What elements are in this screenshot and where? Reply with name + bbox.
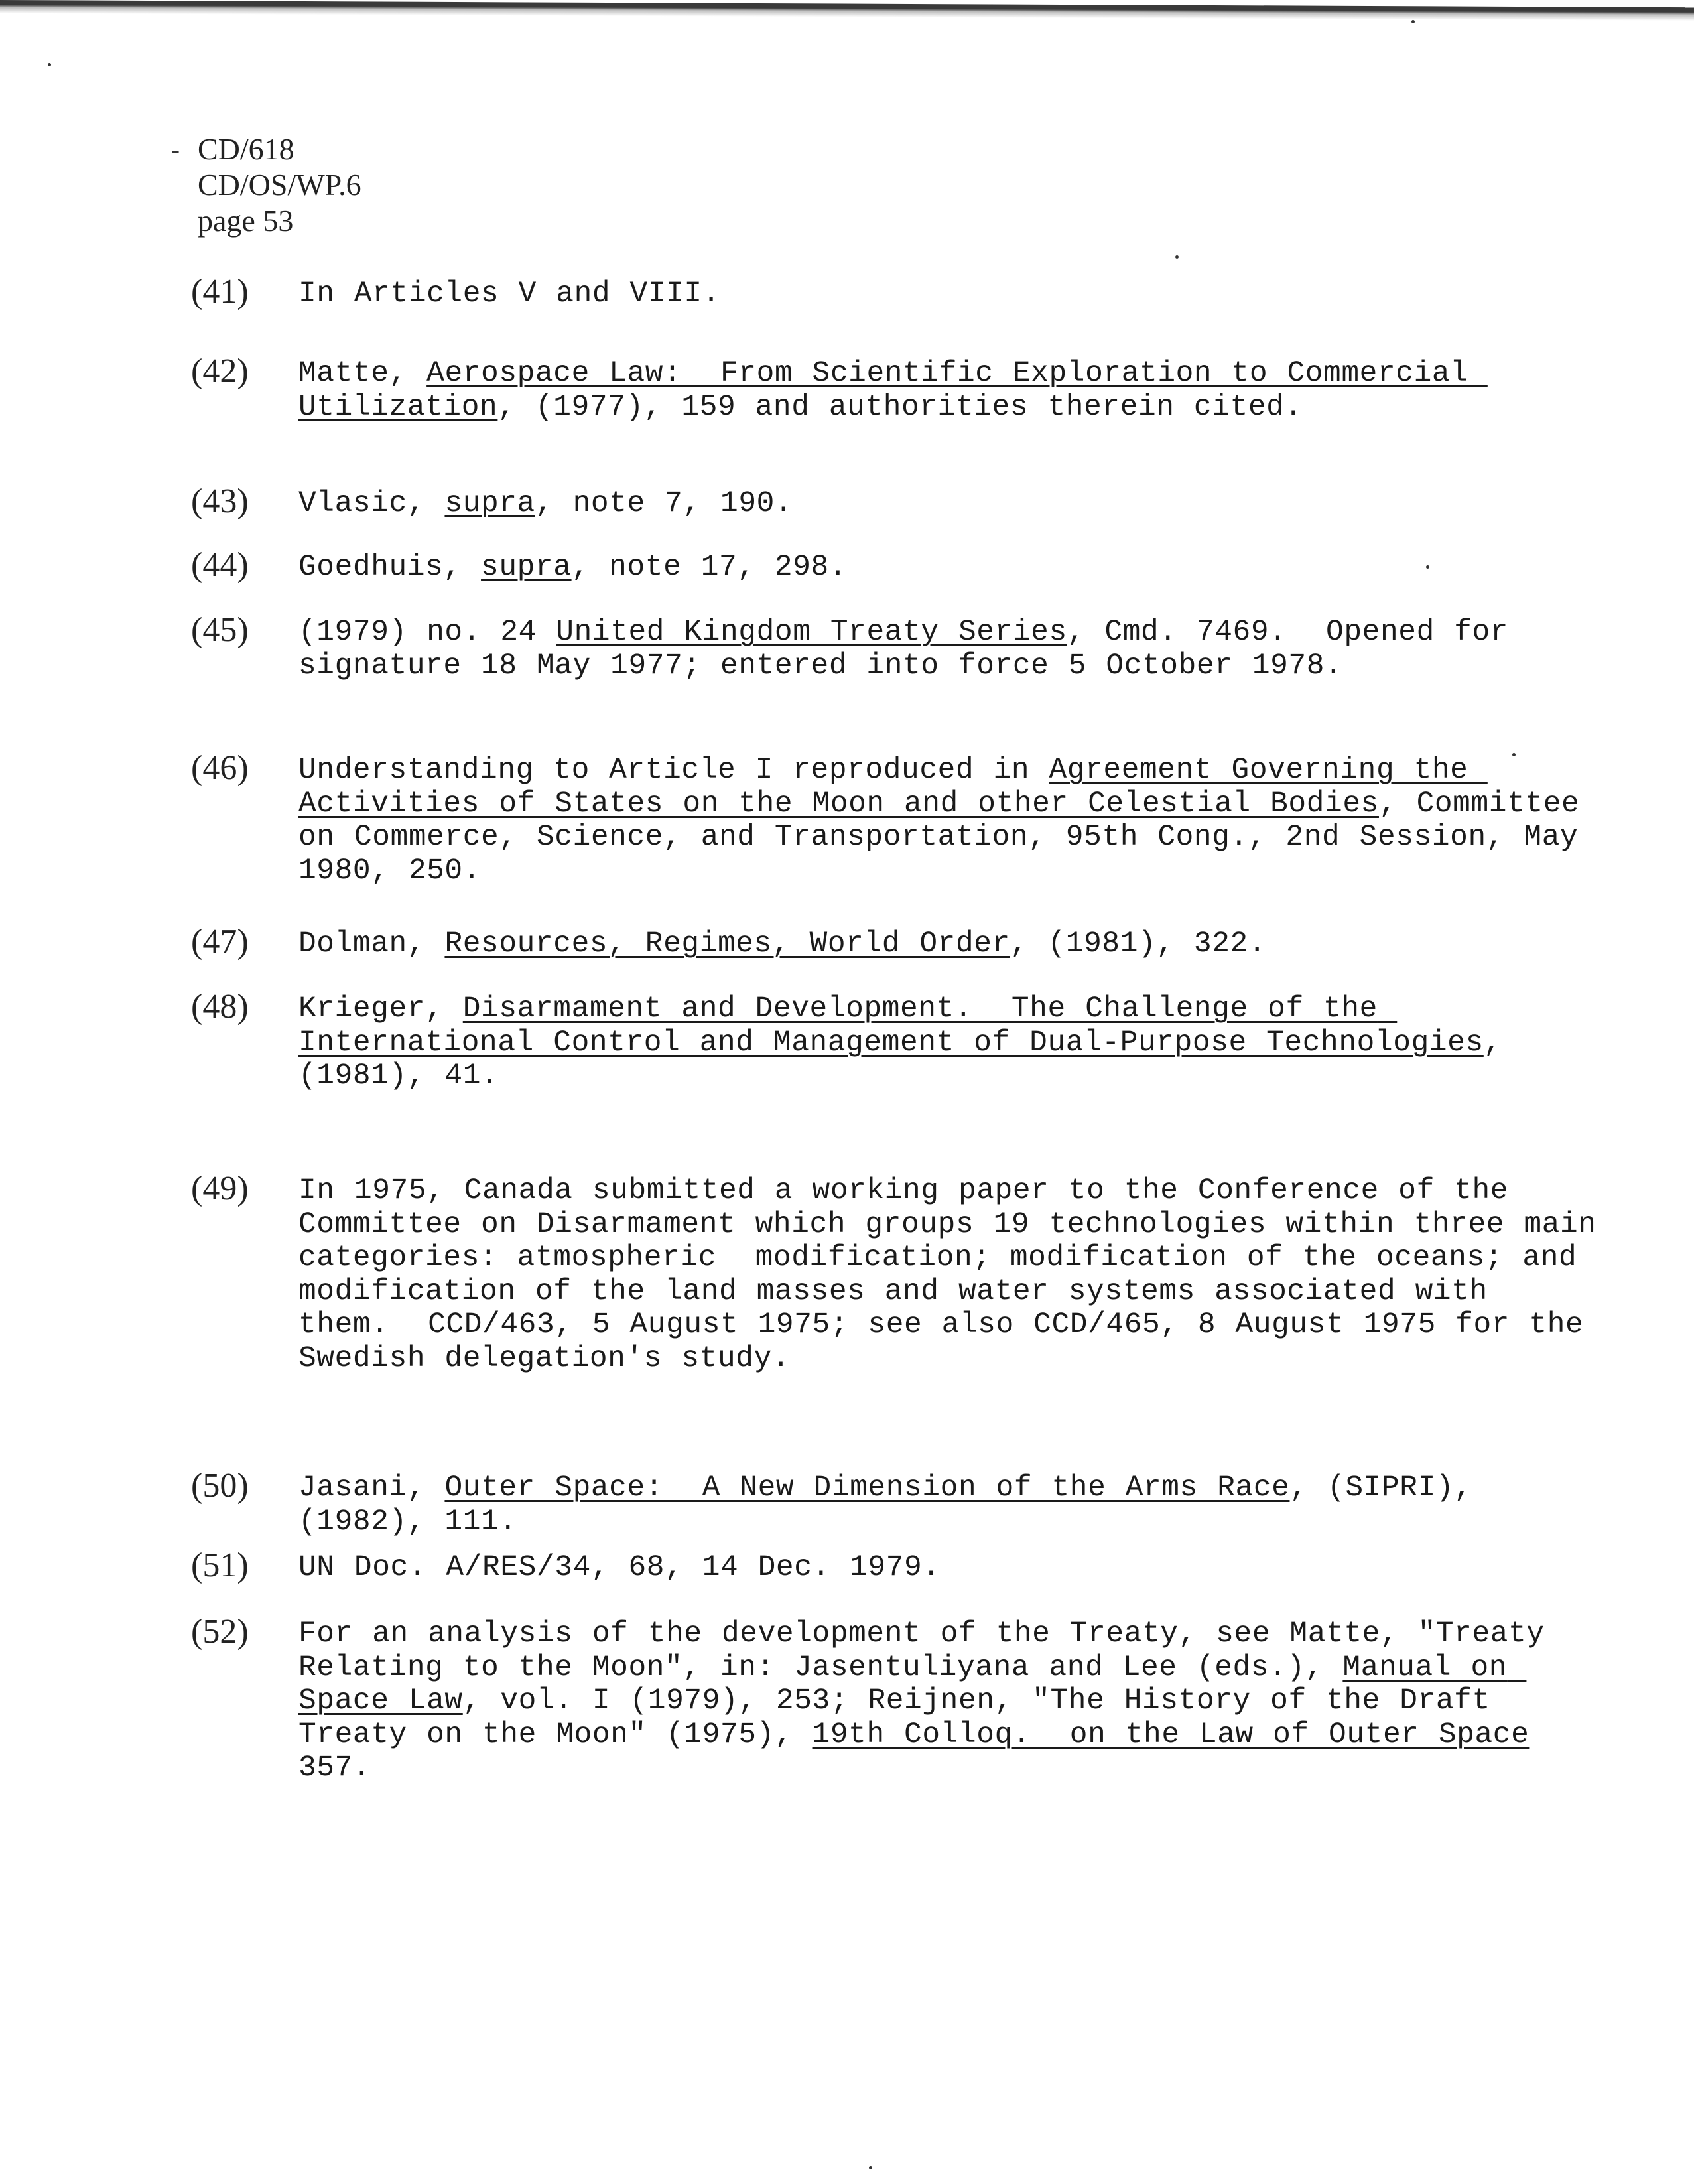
endnote — [191, 1546, 1597, 1585]
cited-title: 19th Colloq. on the Law of Outer Space — [812, 1718, 1530, 1751]
citation-text: , (1981), 41. — [298, 1026, 1522, 1093]
endnote-number: (49) — [191, 1170, 249, 1207]
endnote-text — [298, 1617, 1597, 1785]
citation-text: , note 17, 298. — [571, 551, 848, 584]
endnote — [191, 923, 1597, 961]
scan-speck — [869, 2166, 872, 2169]
endnote-text — [298, 487, 1597, 521]
endnote — [191, 546, 1597, 584]
cited-title: Aerospace Law: From Scientific Exploration to Commercial Utilization — [298, 357, 1488, 424]
endnote — [191, 1170, 1616, 1375]
document-header — [198, 131, 361, 239]
citation-text: , (1977), 159 and authorities therein cited. — [497, 390, 1303, 424]
citation-text: Goedhuis, — [298, 551, 482, 584]
working-paper-symbol: CD/OS/WP.6 — [198, 168, 361, 202]
citation-text: 357. — [298, 1718, 1549, 1785]
scan-speck — [1411, 20, 1415, 23]
citation-text: Jasani, — [298, 1471, 445, 1505]
citation-text: In 1975, Canada submitted a working paper to the Conference of the Committee on Disarmament which groups 19 technologies within three main categories: atmospheric modification; modification of the oceans; and modification of the land masses and water systems associated with them. CCD/463, 5 August 1975; see also CCD/465, 8 August 1975 for the Swedish delegation's study. — [298, 1174, 1616, 1375]
scan-top-edge — [0, 0, 1694, 22]
citation-text: , vol. I (1979), 253; Reijnen, "The History of the Draft Treaty on the Moon" (1975), — [298, 1684, 1510, 1751]
endnote-number: (50) — [191, 1467, 249, 1505]
citation-text: , Committee on Commerce, Science, and Transportation, 95th Cong., 2nd Session, May 1980, 250. — [298, 787, 1599, 888]
citation-text: Vlasic, — [298, 487, 445, 520]
endnote-text — [298, 754, 1597, 888]
endnote — [191, 273, 1597, 311]
endnote-number: (44) — [191, 546, 249, 584]
endnote-text — [298, 1551, 1597, 1585]
endnote — [191, 611, 1597, 683]
endnote-text — [298, 1471, 1597, 1538]
header-mark: - — [171, 136, 180, 165]
citation-text: , Cmd. 7469. Opened for signature 18 May 1977; entered into force 5 October 1978. — [298, 616, 1528, 683]
citation-text: Dolman, — [298, 927, 445, 961]
cited-title: supra — [444, 487, 535, 520]
endnote-text — [298, 551, 1597, 584]
endnote-number: (45) — [191, 611, 249, 649]
citation-text: In Articles V and VIII. — [298, 277, 720, 310]
cited-title: Outer Space: A New Dimension of the Arms Race — [444, 1471, 1290, 1505]
scan-speck — [1175, 255, 1179, 259]
endnote — [191, 1613, 1597, 1785]
endnote — [191, 1467, 1597, 1538]
page-number: page 53 — [198, 204, 294, 238]
citation-text: , (SIPRI), (1982), 111. — [298, 1471, 1492, 1538]
citation-text: Krieger, — [298, 992, 463, 1026]
cited-title: Resources, Regimes, World Order — [444, 927, 1010, 961]
cited-title: Manual on Space Law — [298, 1651, 1527, 1718]
endnote-number: (52) — [191, 1613, 249, 1651]
endnote — [191, 352, 1597, 424]
endnote-text — [298, 927, 1597, 961]
endnote-number: (41) — [191, 273, 249, 310]
endnote-number: (48) — [191, 988, 249, 1026]
endnote — [191, 988, 1597, 1093]
cited-title: Agreement Governing the Activities of States on the Moon and other Celestial Bodies — [298, 754, 1488, 821]
citation-text: Matte, — [298, 357, 427, 390]
citation-text: , (1981), 322. — [1010, 927, 1267, 961]
endnote-text — [298, 616, 1597, 683]
endnote — [191, 749, 1599, 888]
endnote — [191, 482, 1597, 521]
cited-title: supra — [481, 551, 572, 584]
endnote-number: (51) — [191, 1546, 249, 1584]
endnote-number: (47) — [191, 923, 249, 961]
endnote-number: (43) — [191, 482, 249, 520]
citation-text: For an analysis of the development of the Treaty, see Matte, "Treaty Relating to the Moon", in: Jasentuliyana and Lee (eds.), — [298, 1617, 1565, 1684]
cited-title: United Kingdom Treaty Series — [556, 616, 1067, 649]
endnote-text — [298, 277, 1597, 311]
endnote-text — [298, 992, 1597, 1093]
citation-text: Understanding to Article I reproduced in — [298, 754, 1049, 787]
scan-speck — [48, 63, 51, 66]
document-symbol: CD/618 — [198, 132, 294, 166]
endnote-number: (42) — [191, 352, 249, 390]
endnote-text — [298, 357, 1597, 424]
citation-text: UN Doc. A/RES/34, 68, 14 Dec. 1979. — [298, 1551, 941, 1584]
citation-text: (1979) no. 24 — [298, 616, 556, 649]
endnote-text — [298, 1174, 1616, 1375]
citation-text: , note 7, 190. — [535, 487, 793, 520]
endnote-number: (46) — [191, 749, 249, 787]
cited-title: Disarmament and Development. The Challenge of the International Control and Management of Dual-Purpose Technologies — [298, 992, 1484, 1059]
